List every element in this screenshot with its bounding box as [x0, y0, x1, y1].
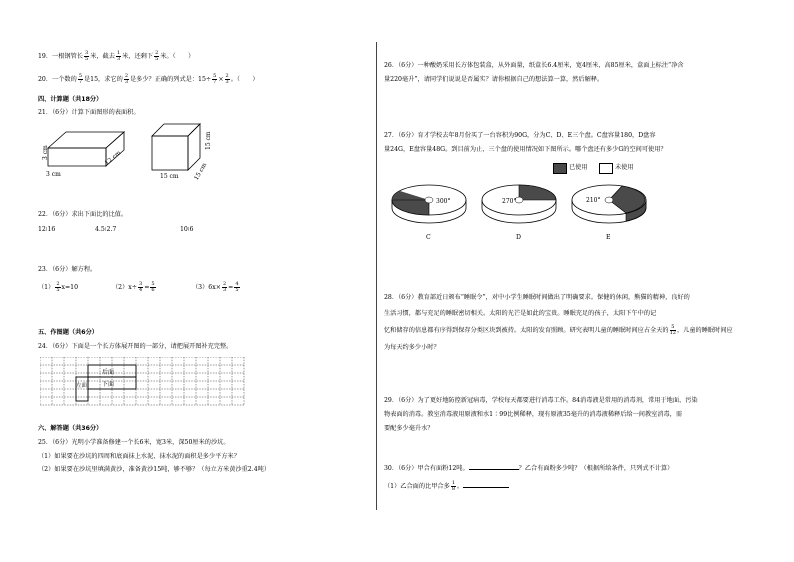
question-25: 25．（6分）光明小学准备修建一个长6米，宽3米，深50厘米的沙坑。: [38, 439, 230, 446]
question-21: 21．（6分）计算下面图形的表面积。: [38, 109, 140, 116]
question-28-line-1: 28．（6分）教育部近日颁布“睡眠令”，对中小学生睡眠时间做出了明确要求。保健的休闲，熊猫的精神，良好的: [384, 294, 690, 301]
cuboid-width-label: 3 cm: [46, 171, 61, 178]
question-24: 24．（6分）下面是一个长方体展开图的一部分，请把展开图补充完整。: [38, 343, 233, 350]
question-29-line-2: 物表面的消毒。教室消毒液用原液和水1∶99比例稀释，现有原液35毫升的消毒液稀释后给一间教室消毒，需: [384, 411, 683, 418]
pie-c-angle: 300°: [436, 198, 451, 205]
cuboid-figure: [36, 118, 146, 184]
cuboid-length-label: 12 cm: [103, 149, 123, 167]
question-30-line-1: 30．（6分）甲合有面粉12吨。 ？乙合有面粉多少吨？（根据所给条件，只列式不计算）: [384, 465, 674, 472]
question-29-line-3: 要配多少毫升水？: [384, 425, 434, 432]
question-20: 20．一个数的 $\frac{5}{7}$ 是15，求它的 $\frac{2}{3}$ 是多少？正确的列式是：15÷ $\frac{5}{7}$ × $\frac{2}{3}$ 。（ ）: [38, 73, 259, 85]
equation-1: （1） $\frac{2}{5}$ x=10: [38, 281, 79, 293]
answer-blank[interactable]: [469, 469, 519, 470]
net-grid: [40, 357, 245, 413]
question-23: 23．（6分）解方程。: [38, 266, 97, 273]
ratio-item-1: 12∶16: [38, 226, 56, 233]
pie-d-angle: 270°: [502, 198, 517, 205]
pie-e-label: E: [606, 234, 611, 241]
pie-d-label: D: [516, 234, 521, 241]
question-26-line-2: 量220毫升”，请同学们说说是否属实？请你根据自己的想法算一算，然后解释。: [384, 76, 604, 83]
legend-unused-swatch: [599, 163, 613, 174]
pie-chart-c: [390, 182, 470, 224]
question-25-part-1: （1）如果要在沙坑的四周和底面抹上水泥，抹水泥的面积是多少平方米？: [38, 453, 240, 460]
legend-unused-label: 未使用: [615, 164, 634, 171]
pie-c-label: C: [426, 234, 431, 241]
section-5-title: 五、作图题（共6分）: [38, 329, 98, 336]
cube-figure: [148, 118, 218, 184]
question-30-part-1: （1）乙合面的比甲合多 $\frac{1}{8}$ 。: [384, 481, 509, 492]
question-22: 22．（6分）求出下面比的比值。: [38, 211, 128, 218]
cube-bottom-label: 15 cm: [160, 173, 179, 180]
cube-depth-label: 15 cm: [192, 161, 209, 182]
question-27-line-2: 量24G，E盘容量48G。到目前为止，三个盘的使用情况如下图所示。哪个盘还有多少G的空间可使用？: [384, 146, 667, 153]
column-divider: [376, 42, 377, 510]
equation-2: （2）x÷ $\frac{3}{4}$ = $\frac{5}{6}$: [112, 281, 155, 293]
net-bottom-face: 下面: [102, 381, 115, 388]
question-29-line-1: 29．（6分）为了更好地防控新冠病毒，学校每天都要进行消毒工作。84消毒液是常用的消毒剂，常用于地面、污染: [384, 397, 698, 404]
question-19: 19．一根钢管长 $\frac{3}{5}$ 米，截去 $\frac{1}{3}$ 米，还剩下 $\frac{2}{5}$ 米。（ ）: [38, 50, 195, 62]
legend-used-label: 已使用: [569, 164, 588, 171]
section-4-title: 四、计算题（共18分）: [38, 96, 103, 103]
question-28-line-3: 忆和储存的信息都有序得到保存分类区块到被持。太阳的发育照顾。研究表明儿童的睡眠时间应占全天的 $\frac{5}{12}$ ，儿童的睡眠时间应: [384, 324, 733, 336]
legend-used-swatch: [553, 163, 567, 174]
pie-chart-e: [570, 182, 650, 224]
pie-e-angle: 210°: [586, 197, 601, 204]
equation-3: （3）6x× $\frac{2}{3}$ = $\frac{4}{5}$: [192, 281, 239, 293]
answer-blank-2[interactable]: [463, 487, 509, 488]
question-25-part-2: （2）如果要在沙坑里填满黄沙，准备黄沙15吨，够不够？（每立方米黄沙重2.4吨）: [38, 466, 271, 473]
cuboid-height-label: 3 cm: [42, 145, 49, 160]
net-back-face: 后面: [102, 369, 115, 376]
ratio-item-2: 4.5∶2.7: [95, 226, 117, 233]
question-28-line-2: 生活习惯，都与充足的睡眠密切相关。太阳的光芒是如此的宝贵。睡眠充足的孩子，太阳下午中的记: [384, 310, 657, 317]
net-left-face: 左面: [76, 383, 88, 389]
section-6-title: 六、解答题（共36分）: [38, 425, 103, 432]
pie-chart-d: [480, 182, 560, 224]
question-27-line-1: 27．（6分）育才学校去年8月份买了一台容积为90G，分为C、D、E三个盘。C盘容量180，D盘容: [384, 132, 656, 139]
ratio-item-3: 10∶6: [180, 226, 194, 233]
cube-right-label: 15 cm: [205, 131, 212, 150]
question-26-line-1: 26．（6分）一种酸奶采用长方体包装盒，从外面量，纸盒长6.4厘米，宽4厘米，高85厘米，盒面上标注“净含: [384, 62, 684, 69]
question-28-line-4: 为每天约多少小时？: [384, 344, 440, 351]
